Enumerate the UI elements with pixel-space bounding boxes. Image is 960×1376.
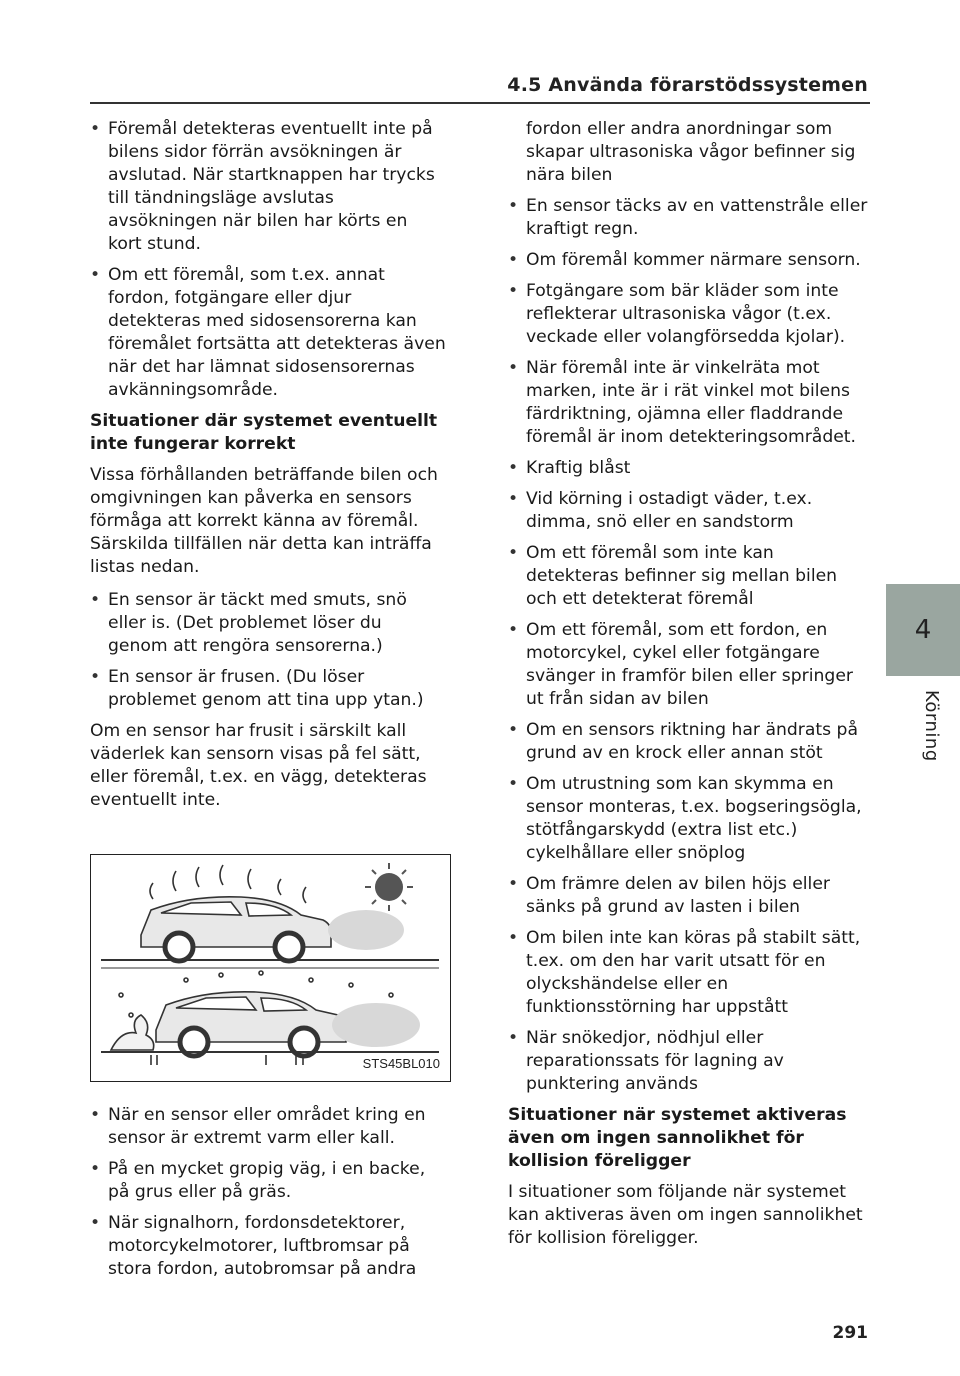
list-item: • Om utrustning som kan skymma en sensor monteras, t.ex. bogseringsögla, stötfångarskydd (extra list etc.) cykelhållare eller snöplog <box>508 773 870 865</box>
list-item: • Om ett föremål som inte kan detekteras befinner sig mellan bilen och ett detekterat föremål <box>508 542 870 611</box>
list-item: • Om en sensors riktning har ändrats på grund av en krock eller annan stöt <box>508 719 870 765</box>
list-item: • Fotgängare som bär kläder som inte reflekterar ultrasoniska vågor (t.ex. veckade eller volangförsedda kjolar). <box>508 280 870 349</box>
list-item: • En sensor är täckt med smuts, snö eller is. (Det problemet löser du genom att rengöra sensorerna.) <box>90 589 446 658</box>
list-item: • Föremål detekteras eventuellt inte på bilens sidor förrän avsökningen är avslutad. När startknappen har trycks till tändningsläge avslutas avsökningen när bilen har körts en kort stund. <box>90 118 446 256</box>
section-header-title: 4.5 Använda förarstödssystemen <box>507 74 868 96</box>
sun-icon <box>365 863 413 911</box>
section-heading: Situationer när systemet aktiveras även om ingen sannolikhet för kollision föreligger <box>508 1105 847 1171</box>
list-item: • När föremål inte är vinkelräta mot marken, inte är i rät vinkel mot bilens färdriktning, ojämna eller fladdrande föremål är inom detekteringsområdet. <box>508 357 870 449</box>
list-item: • Kraftig blåst <box>508 457 870 480</box>
right-column <box>508 118 870 1260</box>
list-item-continuation: fordon eller andra anordningar som skapar ultrasoniska vågor befinner sig nära bilen <box>526 119 856 185</box>
section-heading: Situationer där systemet eventuellt inte fungerar korrekt <box>90 411 438 454</box>
illustration-code: STS45BL010 <box>362 1056 440 1071</box>
list-item: • Om föremål kommer närmare sensorn. <box>508 249 870 272</box>
list-item: • På en mycket gropig väg, i en backe, på grus eller på gräs. <box>90 1158 446 1204</box>
paragraph: Om en sensor har frusit i särskilt kall väderlek kan sensorn visas på fel sätt, eller föremål, t.ex. en vägg, detekteras eventuellt inte. <box>90 721 427 810</box>
list-item: • Om ett föremål, som ett fordon, en motorcykel, cykel eller fotgängare svänger in framför bilen eller springer ut från sidan av bilen <box>508 619 870 711</box>
paragraph: Vissa förhållanden beträffande bilen och omgivningen kan påverka en sensors förmåga att korrekt känna av föremål. Särskilda tillfällen när detta kan inträffa listas nedan. <box>90 465 438 577</box>
chapter-label: Körning <box>921 690 942 762</box>
bullet-list-top <box>90 118 446 402</box>
list-item: • Vid körning i ostadigt väder, t.ex. dimma, snö eller en sandstorm <box>508 488 870 534</box>
list-item: • När signalhorn, fordonsdetektorer, motorcykelmotorer, luftbromsar på stora fordon, autobromsar på andra <box>90 1212 446 1281</box>
list-item: • När en sensor eller området kring en sensor är extremt varm eller kall. <box>90 1104 446 1150</box>
page-number: 291 <box>832 1323 868 1343</box>
bullet-list-right <box>508 118 870 1096</box>
chapter-number: 4 <box>914 615 932 645</box>
car-sensor-drawing <box>91 855 449 1080</box>
chapter-tab <box>886 584 960 676</box>
bullet-list-bottom <box>90 1104 446 1281</box>
left-column <box>90 118 446 1289</box>
list-item: • En sensor är frusen. (Du löser problemet genom att tina upp ytan.) <box>90 666 446 712</box>
list-item: • Om främre delen av bilen höjs eller sänks på grund av lasten i bilen <box>508 873 870 919</box>
sensor-wave <box>328 910 404 950</box>
header-divider <box>90 102 870 104</box>
sensor-illustration <box>90 854 451 1082</box>
bullet-list-mid <box>90 589 446 712</box>
paragraph: I situationer som följande när systemet kan aktiveras även om ingen sannolikhet för kollision föreligger. <box>508 1182 863 1248</box>
list-item: • Om bilen inte kan köras på stabilt sätt, t.ex. om den har varit utsatt för en olyckshändelse eller en funktionsstörning har uppstått <box>508 927 870 1019</box>
sensor-wave <box>332 1003 420 1047</box>
list-item: • Om ett föremål, som t.ex. annat fordon, fotgängare eller djur detekteras med sidosensorerna kan föremålet fortsätta att detekteras även när det har lämnat sidosensorernas avkänningsområde. <box>90 264 446 402</box>
list-item: • En sensor täcks av en vattenstråle eller kraftigt regn. <box>508 195 870 241</box>
list-item: • När snökedjor, nödhjul eller reparationssats för lagning av punktering används <box>508 1027 870 1096</box>
